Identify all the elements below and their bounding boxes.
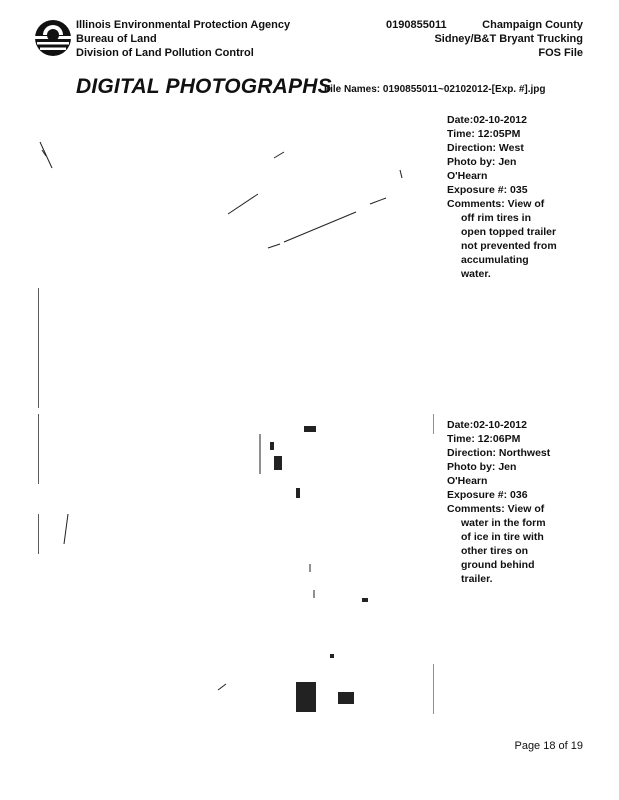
- photo-exposure: Exposure #: 036: [447, 489, 528, 501]
- photo-exposure-035: [38, 112, 434, 408]
- photo-direction: Direction: West: [447, 142, 524, 154]
- photo-comments-label: Comments: View of: [447, 198, 545, 210]
- photo-time: Time: 12:06PM: [447, 433, 521, 445]
- photo-by: Photo by: Jen: [447, 461, 517, 473]
- file-type: FOS File: [538, 47, 583, 59]
- photo-direction: Direction: Northwest: [447, 447, 551, 459]
- photo-info-035: [447, 113, 587, 281]
- agency-name: Illinois Environmental Protection Agency: [76, 19, 291, 31]
- site-name: Sidney/B&T Bryant Trucking: [434, 33, 583, 45]
- photo-exposure: Exposure #: 035: [447, 184, 528, 196]
- comment-line: other tires on: [461, 545, 529, 557]
- document-title: DIGITAL PHOTOGRAPHS: [76, 75, 332, 98]
- file-names: File Names: 0190855011~02102012-[Exp. #].jpg: [324, 84, 546, 95]
- site-id: 0190855011: [386, 19, 447, 31]
- comment-line: accumulating: [461, 254, 529, 266]
- photo-info-036: [447, 418, 587, 586]
- photo-by-cont: O'Hearn: [447, 170, 488, 182]
- comment-line: open topped trailer: [461, 226, 557, 238]
- photo-comments: [447, 211, 587, 281]
- comment-line: water.: [461, 268, 491, 280]
- photo-by: Photo by: Jen: [447, 156, 517, 168]
- comment-line: off rim tires in: [461, 212, 532, 224]
- photo-comments-label: Comments: View of: [447, 503, 545, 515]
- comment-line: not prevented from: [461, 240, 557, 252]
- photo-exposure-036: [38, 414, 434, 714]
- photo-comments: [447, 516, 587, 586]
- comment-line: ground behind: [461, 559, 535, 571]
- photo-time: Time: 12:05PM: [447, 128, 521, 140]
- comment-line: water in the form: [461, 517, 546, 529]
- page-number: Page 18 of 19: [514, 740, 583, 752]
- county-name: Champaign County: [482, 19, 583, 31]
- agency-block: [76, 18, 290, 60]
- bureau-name: Bureau of Land: [76, 33, 157, 45]
- photo-date: Date:02-10-2012: [447, 419, 527, 431]
- comment-line: of ice in tire with: [461, 531, 544, 543]
- photo-date: Date:02-10-2012: [447, 114, 527, 126]
- comment-line: trailer.: [461, 573, 493, 585]
- division-name: Division of Land Pollution Control: [76, 47, 254, 59]
- photo-by-cont: O'Hearn: [447, 475, 488, 487]
- iepa-logo-icon: [33, 18, 73, 58]
